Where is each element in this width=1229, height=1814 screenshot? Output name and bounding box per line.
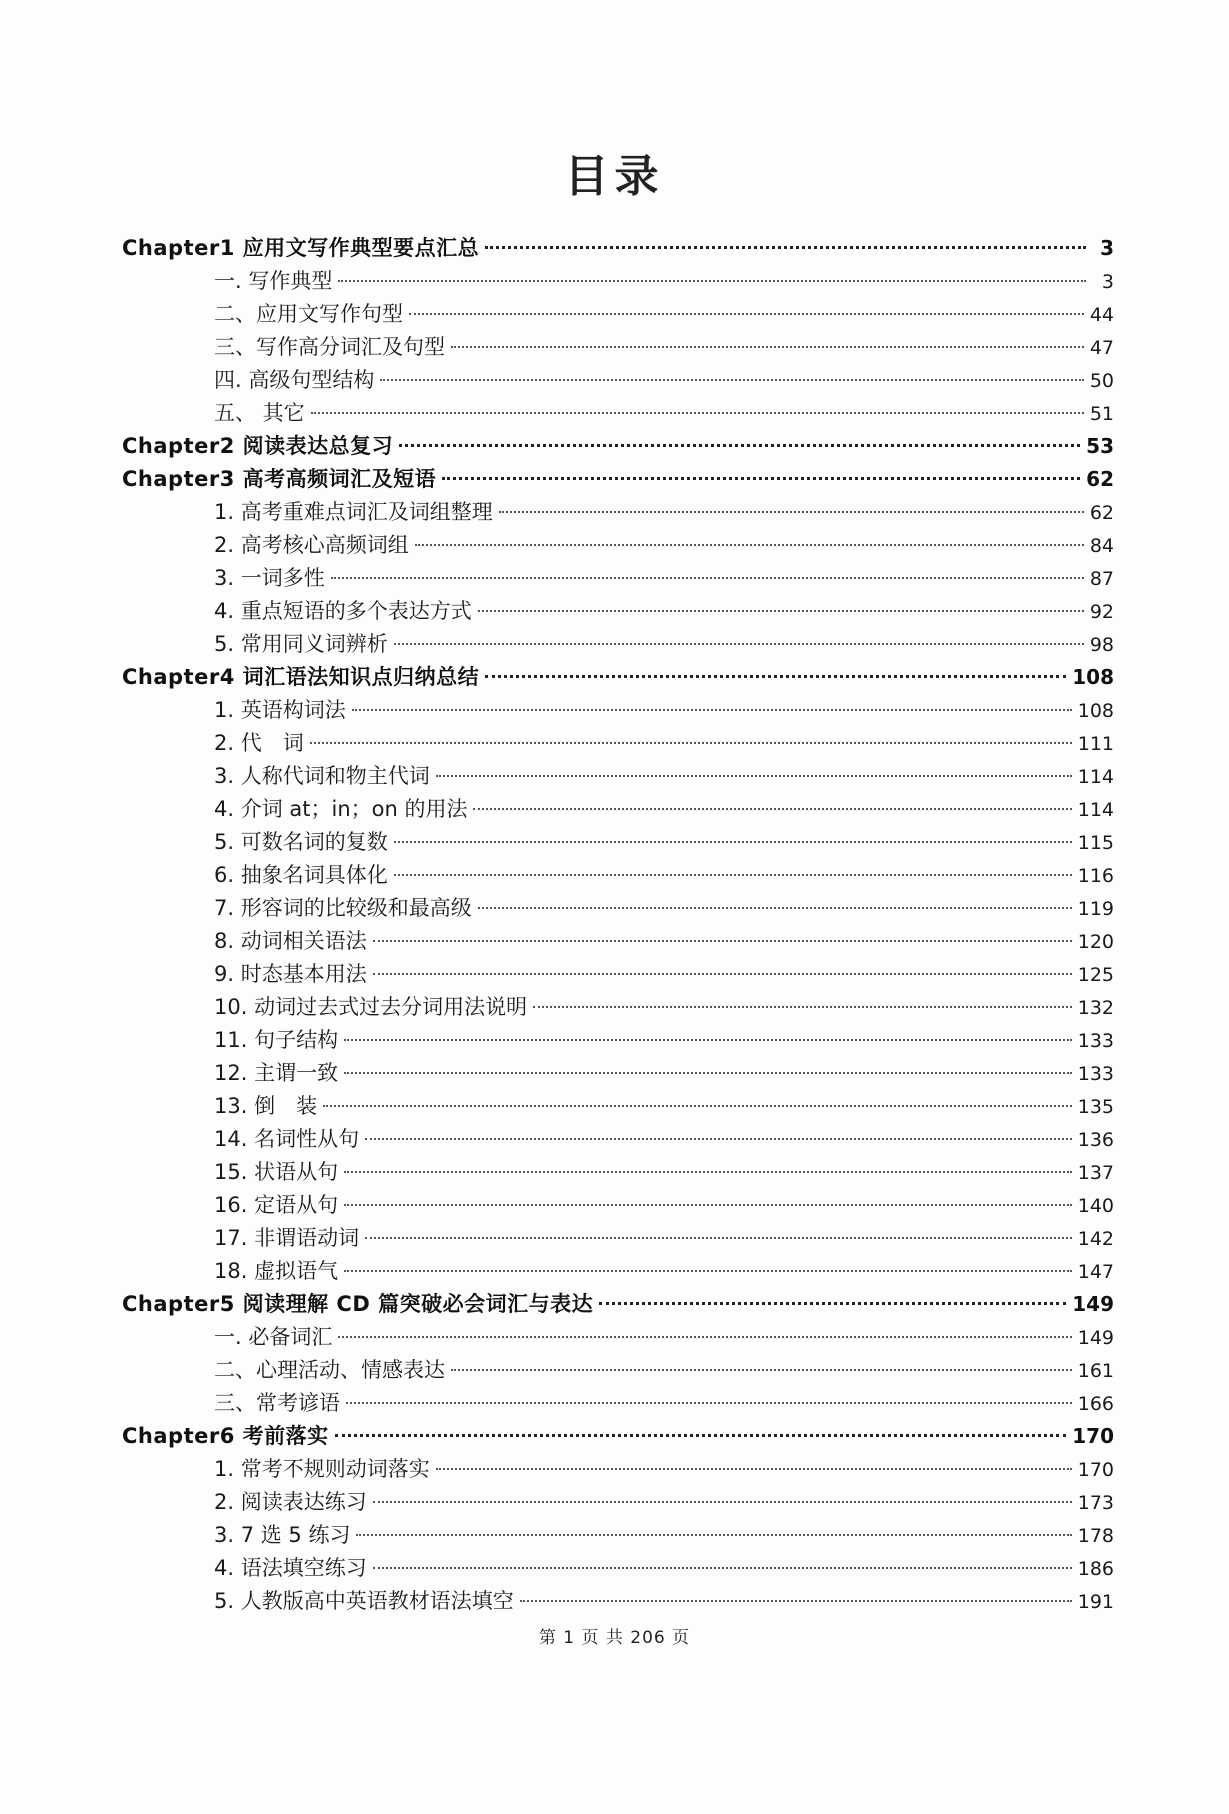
toc-page-number: 62: [1086, 467, 1114, 491]
toc-leader-dots: [533, 1006, 1072, 1008]
toc-section-entry: [122, 1453, 1114, 1486]
toc-page-number: 53: [1086, 434, 1114, 458]
toc-leader-dots: [365, 1138, 1072, 1140]
toc-page-number: 87: [1089, 568, 1114, 590]
toc-chapter-title: Chapter4 词汇语法知识点归纳总结: [122, 665, 480, 689]
toc-section-title: 5. 常用同义词辨析: [214, 632, 388, 656]
toc-leader-dots: [373, 973, 1072, 975]
toc-leader-dots: [380, 379, 1083, 381]
toc-leader-dots: [520, 1600, 1072, 1602]
toc-leader-dots: [344, 1204, 1072, 1206]
toc-leader-dots: [394, 841, 1072, 843]
toc-leader-dots: [451, 1369, 1072, 1371]
toc-leader-dots: [373, 940, 1072, 942]
toc-leader-dots: [394, 643, 1084, 645]
toc-page-number: 98: [1089, 634, 1114, 656]
toc-section-entry: [122, 595, 1114, 628]
toc-page-number: 147: [1077, 1261, 1114, 1283]
toc-section-title: 5. 可数名词的复数: [214, 830, 388, 854]
toc-page-number: 140: [1077, 1195, 1114, 1217]
toc-page-number: 136: [1077, 1129, 1114, 1151]
toc-page-number: 108: [1072, 665, 1114, 689]
toc-chapter-entry: [122, 1420, 1114, 1453]
toc-page-number: 92: [1089, 601, 1114, 623]
toc-section-title: 18. 虚拟语气: [214, 1259, 339, 1283]
toc-chapter-entry: [122, 430, 1114, 463]
toc-section-entry: [122, 1321, 1114, 1354]
toc-page-number: 119: [1077, 898, 1114, 920]
toc-leader-dots: [310, 742, 1072, 744]
toc-section-title: 16. 定语从句: [214, 1193, 339, 1217]
toc-page-number: 178: [1077, 1525, 1114, 1547]
toc-section-entry: [122, 331, 1114, 364]
toc-chapter-entry: [122, 232, 1114, 265]
toc-section-entry: [122, 628, 1114, 661]
toc-chapter-entry: [122, 661, 1114, 694]
toc-section-title: 一. 写作典型: [214, 269, 333, 293]
toc-page-number: 3: [1101, 271, 1114, 293]
toc-section-title: 14. 名词性从句: [214, 1127, 360, 1151]
toc-section-entry: [122, 1255, 1114, 1288]
toc-section-title: 7. 形容词的比较级和最高级: [214, 896, 472, 920]
toc-page-number: 108: [1077, 700, 1114, 722]
toc-page-number: 161: [1077, 1360, 1114, 1382]
toc-leader-dots: [599, 1302, 1066, 1305]
toc-section-entry: [122, 529, 1114, 562]
toc-section-title: 6. 抽象名词具体化: [214, 863, 388, 887]
toc-page-number: 44: [1089, 304, 1114, 326]
toc-section-title: 12. 主谓一致: [214, 1061, 339, 1085]
table-of-contents: [122, 232, 1114, 1618]
toc-section-entry: [122, 1387, 1114, 1420]
toc-section-title: 2. 阅读表达练习: [214, 1490, 367, 1514]
toc-section-title: 2. 高考核心高频词组: [214, 533, 409, 557]
toc-leader-dots: [451, 346, 1084, 348]
toc-chapter-title: Chapter6 考前落实: [122, 1424, 329, 1448]
toc-section-title: 五、 其它: [214, 401, 305, 425]
toc-section-title: 四. 高级句型结构: [214, 368, 375, 392]
toc-page-number: 51: [1089, 403, 1114, 425]
toc-section-entry: [122, 958, 1114, 991]
toc-page-number: 133: [1077, 1063, 1114, 1085]
toc-section-entry: [122, 859, 1114, 892]
toc-section-title: 17. 非谓语动词: [214, 1226, 360, 1250]
toc-section-entry: [122, 298, 1114, 331]
toc-section-entry: [122, 1354, 1114, 1387]
toc-leader-dots: [373, 1501, 1072, 1503]
toc-page-number: 166: [1077, 1393, 1114, 1415]
toc-leader-dots: [344, 1171, 1072, 1173]
toc-section-title: 三、写作高分词汇及句型: [214, 335, 445, 359]
page-title: 目录: [564, 151, 665, 202]
toc-section-entry: [122, 793, 1114, 826]
toc-leader-dots: [499, 511, 1084, 513]
toc-page-number: 142: [1077, 1228, 1114, 1250]
toc-section-entry: [122, 694, 1114, 727]
toc-page-number: 125: [1077, 964, 1114, 986]
toc-chapter-title: Chapter2 阅读表达总复习: [122, 434, 394, 458]
toc-leader-dots: [344, 1270, 1072, 1272]
toc-leader-dots: [335, 1434, 1067, 1437]
toc-section-title: 二、心理活动、情感表达: [214, 1358, 445, 1382]
toc-leader-dots: [311, 412, 1084, 414]
toc-leader-dots: [344, 1072, 1072, 1074]
toc-section-entry: [122, 892, 1114, 925]
toc-leader-dots: [356, 1534, 1071, 1536]
toc-page-number: 149: [1077, 1327, 1114, 1349]
toc-section-title: 13. 倒 装: [214, 1094, 318, 1118]
toc-page-number: 120: [1077, 931, 1114, 953]
toc-chapter-title: Chapter3 高考高频词汇及短语: [122, 467, 437, 491]
toc-section-entry: [122, 1222, 1114, 1255]
toc-chapter-title: Chapter1 应用文写作典型要点汇总: [122, 236, 480, 260]
toc-section-entry: [122, 265, 1114, 298]
toc-section-title: 3. 人称代词和物主代词: [214, 764, 430, 788]
toc-leader-dots: [485, 675, 1066, 678]
toc-section-entry: [122, 1090, 1114, 1123]
toc-leader-dots: [442, 477, 1080, 480]
toc-leader-dots: [365, 1237, 1072, 1239]
toc-leader-dots: [352, 709, 1072, 711]
toc-leader-dots: [478, 907, 1072, 909]
toc-page-number: 84: [1089, 535, 1114, 557]
toc-page-number: 170: [1072, 1424, 1114, 1448]
toc-leader-dots: [436, 1468, 1072, 1470]
toc-section-entry: [122, 1024, 1114, 1057]
toc-section-title: 1. 常考不规则动词落实: [214, 1457, 430, 1481]
toc-leader-dots: [394, 874, 1072, 876]
toc-page-number: 186: [1077, 1558, 1114, 1580]
toc-section-entry: [122, 1156, 1114, 1189]
toc-section-title: 5. 人教版高中英语教材语法填空: [214, 1589, 514, 1613]
toc-page-number: 50: [1089, 370, 1114, 392]
toc-leader-dots: [409, 313, 1084, 315]
toc-section-entry: [122, 1057, 1114, 1090]
toc-leader-dots: [344, 1039, 1072, 1041]
toc-page-number: 132: [1077, 997, 1114, 1019]
toc-page-number: 133: [1077, 1030, 1114, 1052]
toc-leader-dots: [323, 1105, 1072, 1107]
toc-page-number: 137: [1077, 1162, 1114, 1184]
toc-section-title: 15. 状语从句: [214, 1160, 339, 1184]
toc-section-entry: [122, 1189, 1114, 1222]
toc-section-entry: [122, 1486, 1114, 1519]
toc-leader-dots: [338, 280, 1086, 282]
toc-leader-dots: [373, 1567, 1072, 1569]
page-footer: 第 1 页 共 206 页: [538, 1628, 691, 1648]
toc-page-number: 116: [1077, 865, 1114, 887]
toc-chapter-entry: [122, 1288, 1114, 1321]
toc-section-entry: [122, 826, 1114, 859]
toc-section-entry: [122, 925, 1114, 958]
toc-leader-dots: [415, 544, 1084, 546]
toc-section-title: 8. 动词相关语法: [214, 929, 367, 953]
toc-page-number: 114: [1077, 799, 1114, 821]
toc-leader-dots: [331, 577, 1084, 579]
toc-section-title: 4. 语法填空练习: [214, 1556, 367, 1580]
toc-leader-dots: [399, 444, 1080, 447]
toc-page-number: 115: [1077, 832, 1114, 854]
toc-leader-dots: [473, 808, 1071, 810]
toc-section-entry: [122, 1552, 1114, 1585]
toc-chapter-title: Chapter5 阅读理解 CD 篇突破必会词汇与表达: [122, 1292, 594, 1316]
toc-section-title: 三、常考谚语: [214, 1391, 340, 1415]
toc-page-number: 170: [1077, 1459, 1114, 1481]
toc-section-entry: [122, 1519, 1114, 1552]
toc-section-entry: [122, 364, 1114, 397]
toc-page-number: 3: [1100, 236, 1114, 260]
toc-leader-dots: [338, 1336, 1071, 1338]
toc-page-number: 111: [1077, 733, 1114, 755]
toc-section-entry: [122, 991, 1114, 1024]
toc-section-title: 10. 动词过去式过去分词用法说明: [214, 995, 528, 1019]
toc-section-title: 1. 英语构词法: [214, 698, 346, 722]
toc-page-number: 62: [1089, 502, 1114, 524]
toc-page-number: 191: [1077, 1591, 1114, 1613]
toc-section-entry: [122, 760, 1114, 793]
toc-page-number: 114: [1077, 766, 1114, 788]
toc-section-entry: [122, 1123, 1114, 1156]
toc-chapter-entry: [122, 463, 1114, 496]
toc-section-entry: [122, 496, 1114, 529]
toc-section-title: 一. 必备词汇: [214, 1325, 333, 1349]
toc-section-title: 4. 介词 at；in；on 的用法: [214, 797, 468, 821]
toc-section-title: 二、应用文写作句型: [214, 302, 403, 326]
toc-leader-dots: [346, 1402, 1072, 1404]
toc-section-entry: [122, 727, 1114, 760]
toc-leader-dots: [485, 246, 1086, 249]
toc-section-entry: [122, 562, 1114, 595]
toc-section-title: 3. 7 选 5 练习: [214, 1523, 351, 1547]
toc-section-title: 1. 高考重难点词汇及词组整理: [214, 500, 493, 524]
toc-page-number: 135: [1077, 1096, 1114, 1118]
toc-section-entry: [122, 1585, 1114, 1618]
toc-section-title: 4. 重点短语的多个表达方式: [214, 599, 472, 623]
toc-page-number: 173: [1077, 1492, 1114, 1514]
toc-section-title: 9. 时态基本用法: [214, 962, 367, 986]
toc-section-title: 3. 一词多性: [214, 566, 325, 590]
toc-section-entry: [122, 397, 1114, 430]
toc-section-title: 2. 代 词: [214, 731, 304, 755]
toc-page-number: 47: [1089, 337, 1114, 359]
toc-section-title: 11. 句子结构: [214, 1028, 339, 1052]
toc-leader-dots: [436, 775, 1072, 777]
toc-page-number: 149: [1072, 1292, 1114, 1316]
toc-leader-dots: [478, 610, 1084, 612]
